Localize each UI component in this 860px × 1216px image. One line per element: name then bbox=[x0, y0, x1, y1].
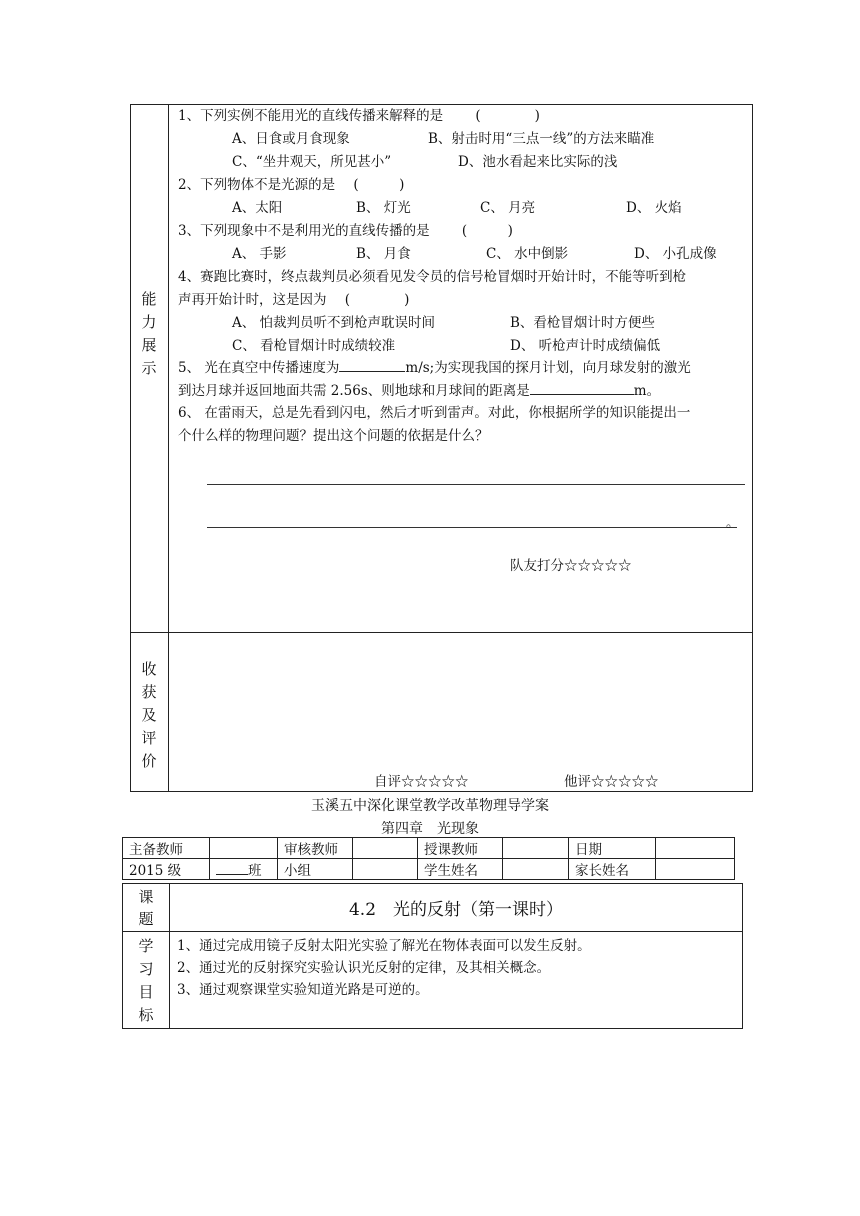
group-field[interactable] bbox=[353, 859, 418, 880]
question-1-options-ab: A、日食或月食现象 bbox=[232, 131, 350, 147]
label-parent-name: 家长姓名 bbox=[569, 859, 656, 880]
teaching-teacher-field[interactable] bbox=[503, 838, 569, 859]
class-field[interactable]: 班 bbox=[210, 859, 278, 880]
answer-line[interactable] bbox=[207, 484, 745, 485]
fill-blank[interactable] bbox=[339, 357, 405, 372]
option-text: B、 灯光 bbox=[356, 200, 411, 216]
lesson-topic: 4.2 光的反射（第一课时） bbox=[170, 884, 743, 932]
question-2: 2、下列物体不是光源的是 ( ) bbox=[178, 177, 405, 193]
lesson-table bbox=[122, 883, 743, 1029]
label-group: 小组 bbox=[278, 859, 353, 880]
goal-label-cell: 学 习 目 标 bbox=[123, 932, 170, 1029]
option-text: B、看枪冒烟计时方便些 bbox=[510, 315, 655, 331]
table-row bbox=[123, 838, 735, 859]
option-text: D、 火焰 bbox=[626, 200, 682, 216]
question-5-cont: 到达月球并返回地面共需 2.56s、则地球和月球间的距离是 m。 bbox=[178, 380, 660, 401]
other-eval: 他评☆☆☆☆☆ bbox=[564, 774, 659, 790]
question-4: 4、赛跑比赛时，终点裁判员必须看见发令员的信号枪冒烟时开始计时，不能等听到枪 bbox=[178, 269, 687, 285]
chapter-title: 第四章 光现象 bbox=[381, 821, 479, 837]
table-row bbox=[123, 932, 743, 1029]
student-name-field[interactable] bbox=[503, 859, 569, 880]
question-4-cont: 声再开始计时，这是因为 ( ) bbox=[178, 292, 410, 308]
list-item: 3、通过观察课堂实验知道光路是可逆的。 bbox=[177, 982, 429, 998]
learning-goals bbox=[170, 932, 743, 1029]
table-divider bbox=[168, 104, 169, 792]
answer-line[interactable] bbox=[207, 527, 737, 528]
option-text: C、 水中倒影 bbox=[486, 246, 569, 262]
info-table bbox=[122, 837, 735, 880]
table-divider bbox=[130, 632, 753, 633]
answer-end-mark: 。 bbox=[726, 515, 740, 531]
table-row bbox=[123, 884, 743, 932]
option-text: B、射击时用“三点一线”的方法来瞄准 bbox=[428, 131, 655, 147]
question-5: 5、 光在真空中传播速度为 m/s;为实现我国的探月计划，向月球发射的激光 bbox=[178, 357, 691, 378]
fill-blank[interactable] bbox=[216, 861, 248, 875]
self-eval: 自评☆☆☆☆☆ bbox=[374, 774, 469, 790]
question-6: 6、 在雷雨天，总是先看到闪电，然后才听到雷声。对此，你根据所学的知识能提出一 bbox=[178, 405, 691, 421]
lead-teacher-field[interactable] bbox=[210, 838, 278, 859]
question-1: 1、下列实例不能用光的直线传播来解释的是 ( ) bbox=[178, 108, 540, 124]
option-text: B、 月食 bbox=[356, 246, 411, 262]
review-teacher-field[interactable] bbox=[353, 838, 418, 859]
label-date: 日期 bbox=[569, 838, 656, 859]
option-text: D、 小孔成像 bbox=[634, 246, 717, 262]
question-6-cont: 个什么样的物理问题？提出这个问题的依据是什么？ bbox=[178, 428, 489, 444]
question-3: 3、下列现象中不是利用光的直线传播的是 ( ) bbox=[178, 223, 513, 239]
table-row bbox=[123, 859, 735, 880]
grade-label: 2015 级 bbox=[123, 859, 210, 880]
option-text: C、 看枪冒烟计时成绩较准 bbox=[232, 338, 396, 354]
topic-label-cell: 课 题 bbox=[123, 884, 170, 932]
option-text: D、 听枪声计时成绩偏低 bbox=[510, 338, 661, 354]
label-student-name: 学生姓名 bbox=[418, 859, 503, 880]
label-teaching-teacher: 授课教师 bbox=[418, 838, 503, 859]
list-item: 2、通过光的反射探究实验认识光反射的定律，及其相关概念。 bbox=[177, 960, 551, 976]
list-item: 1、通过完成用镜子反射太阳光实验了解光在物体表面可以发生反射。 bbox=[177, 938, 591, 954]
parent-name-field[interactable] bbox=[656, 859, 735, 880]
option-text: D、池水看起来比实际的浅 bbox=[458, 154, 618, 170]
option-text: A、太阳 bbox=[232, 200, 283, 216]
harvest-side-label: 收 获 及 评 价 bbox=[141, 660, 157, 770]
ability-side-label: 能 力 展 示 bbox=[141, 290, 157, 377]
date-field[interactable] bbox=[656, 838, 735, 859]
fill-blank[interactable] bbox=[530, 380, 634, 395]
page-title: 玉溪五中深化课堂教学改革物理导学案 bbox=[311, 798, 549, 814]
question-1-options-cd: C、“坐井观天，所见甚小” bbox=[232, 154, 392, 170]
label-review-teacher: 审核教师 bbox=[278, 838, 353, 859]
label-lead-teacher: 主备教师 bbox=[123, 838, 210, 859]
option-text: A、 怕裁判员听不到枪声耽误时间 bbox=[232, 315, 436, 331]
option-text: A、 手影 bbox=[232, 246, 287, 262]
peer-score: 队友打分☆☆☆☆☆ bbox=[510, 558, 632, 574]
option-text: C、 月亮 bbox=[480, 200, 536, 216]
